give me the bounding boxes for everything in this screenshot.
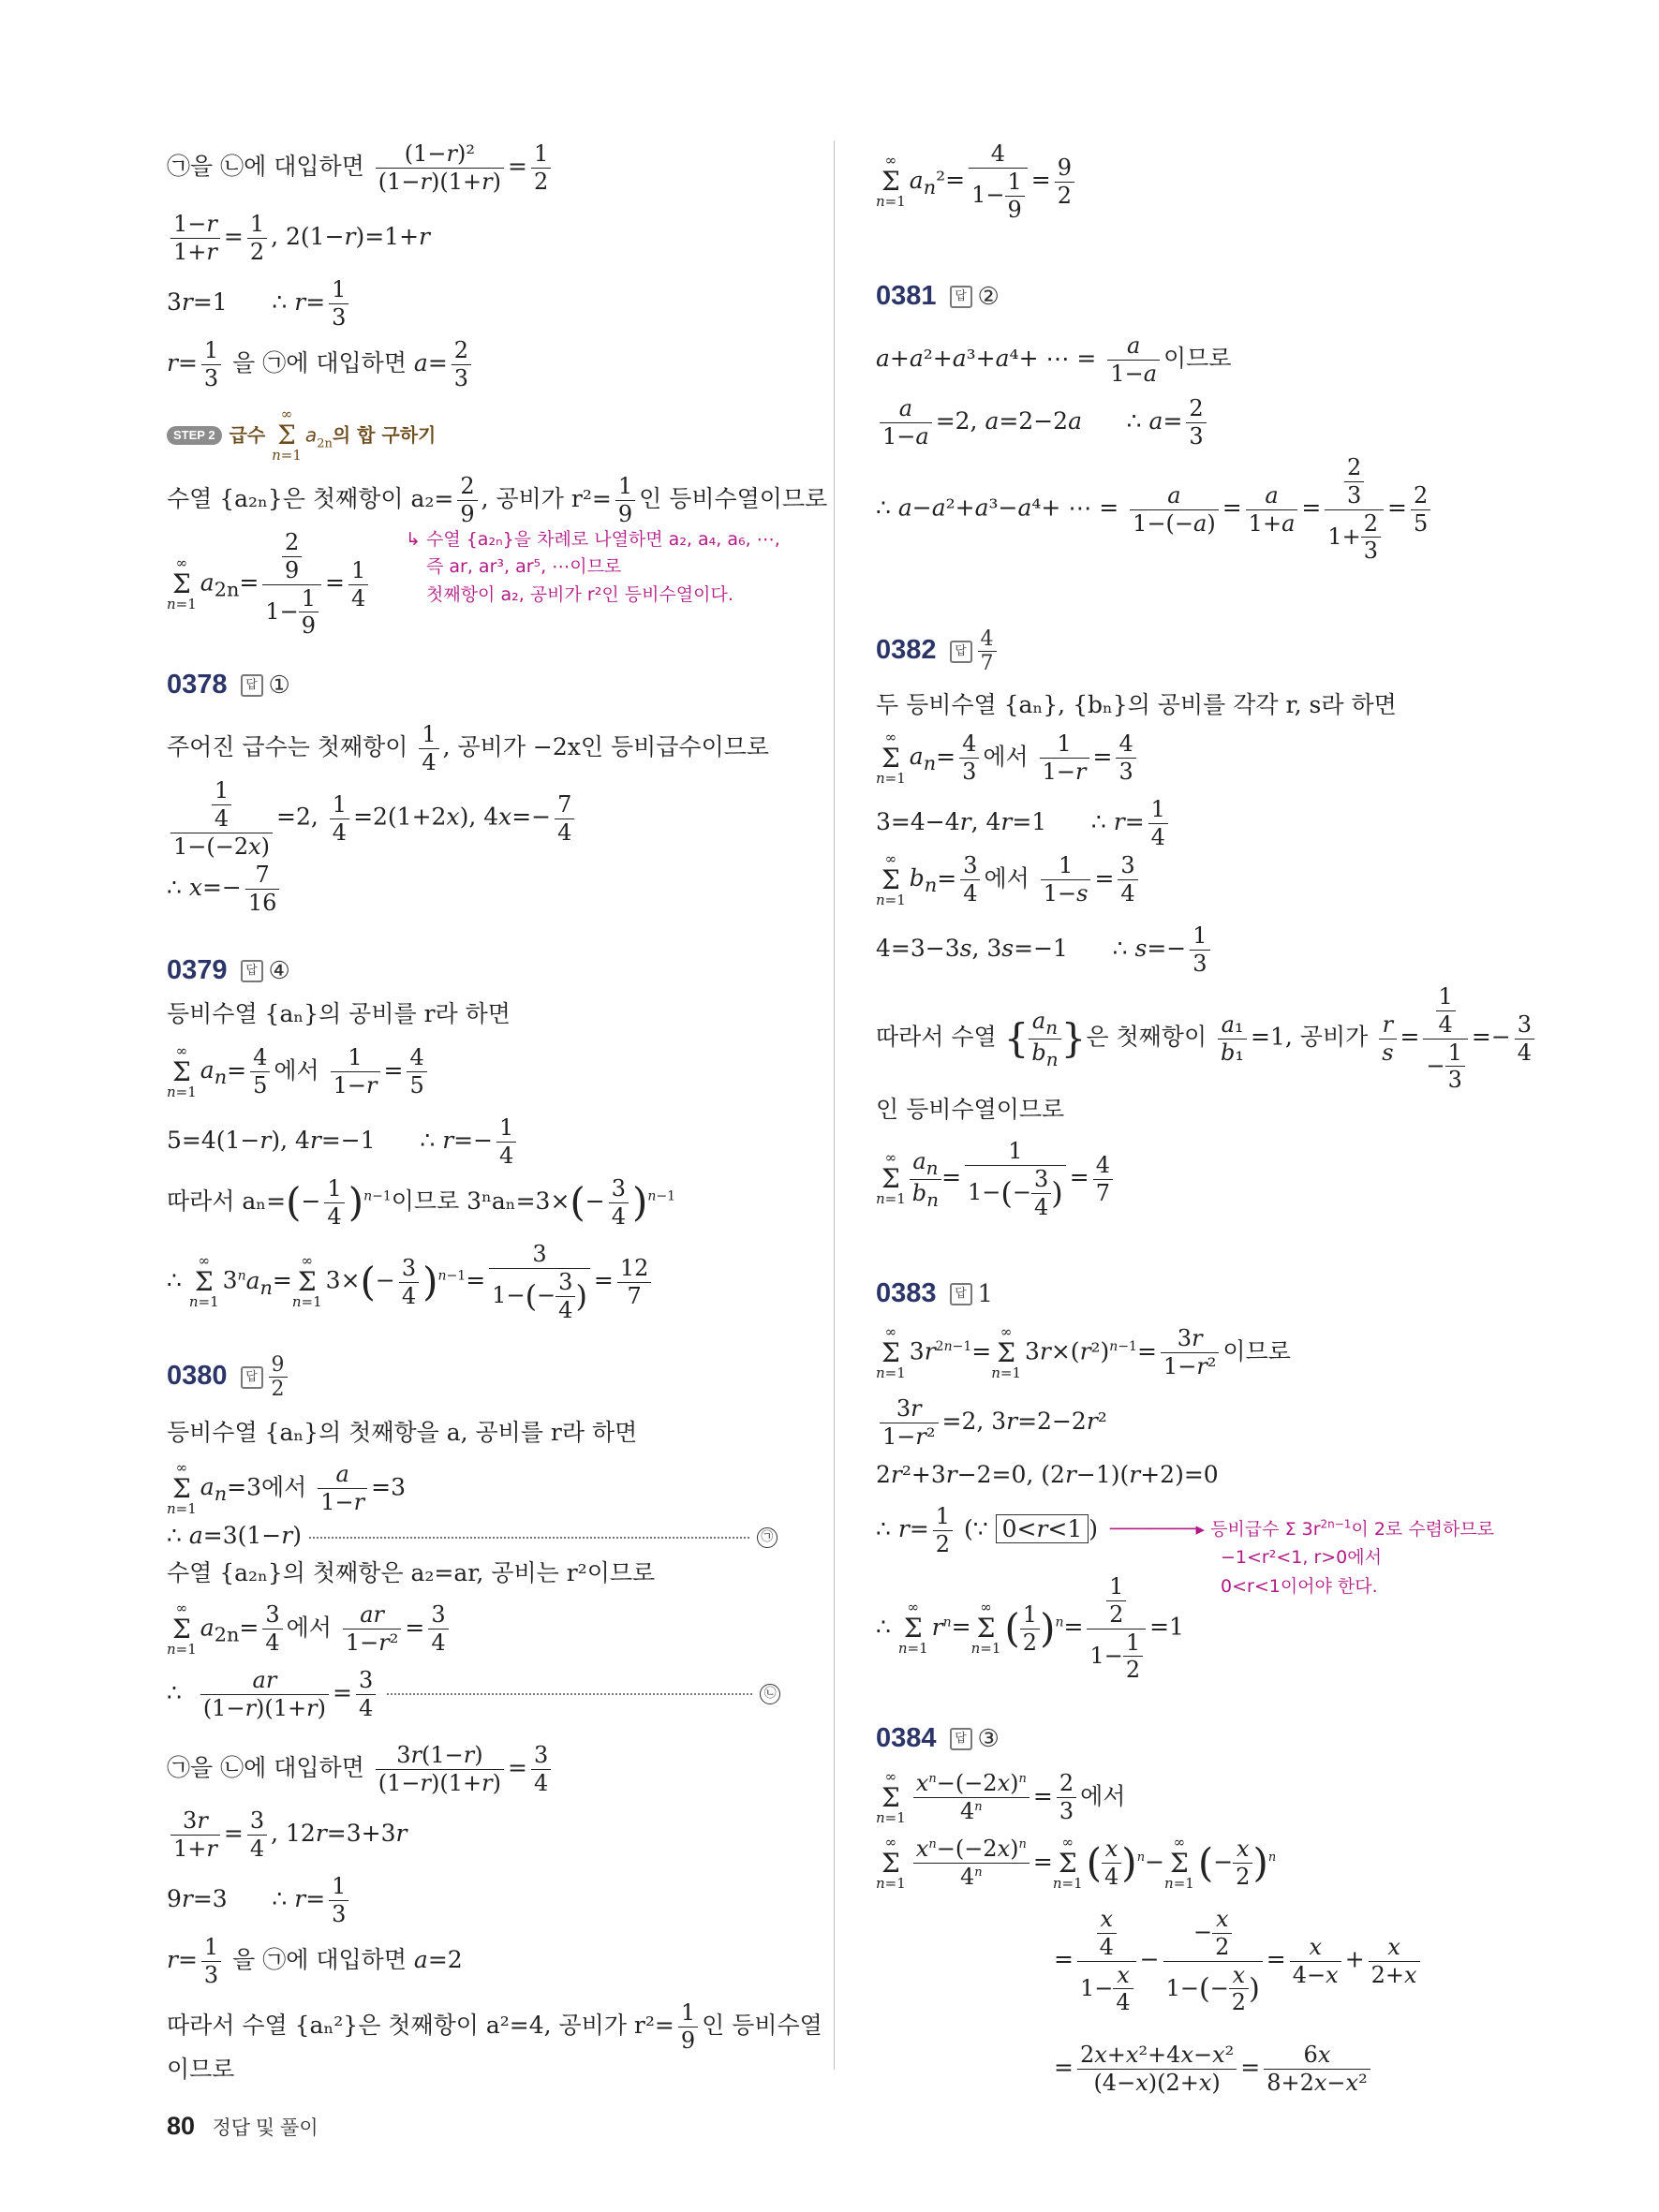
problem-0379-header: 0379 답 ④ xyxy=(167,955,290,986)
formula-line: a+a²+a³+a⁴+ ⋯ = $\frac{a}{1-a}$ 이므로 xyxy=(876,332,1232,387)
page-footer xyxy=(167,2112,318,2141)
formula-line: ∞ Σ $n=1a_n=$ $\frac{4}{3}$ 에서 $\frac{1}{1-r}$ = $\frac{4}{3}$ xyxy=(876,730,1140,787)
formula-line: ∴ $\frac{ar}{(1-r)(1+r)}$ = $\frac{3}{4}$ ㉡ xyxy=(167,1667,785,1722)
formula-line: ∞ Σ $n=13r^{2n-1}=\infty$ Σ $n=13r\times(r^2)^{n-1}=$ $\frac{3r}{\text{1−r²}}$ 이므로 xyxy=(876,1323,1291,1381)
formula-line: ∞ Σ $n=1a_{2n}=$ $\frac{3}{4}$ 에서 $\frac{ar}{\text{1−r²}}$ = $\frac{3}{4}$ xyxy=(167,1601,452,1658)
formula-line: ∞ Σ $n=1a_n=3$에서 $\frac{a}{1-r}$ =3 xyxy=(167,1459,406,1517)
formula-line: 두 등비수열 {aₙ}, {bₙ}의 공비를 각각 r, s라 하면 xyxy=(876,691,1397,718)
formula-line: 수열 {a₂ₙ}의 첫째항은 a₂=ar, 공비는 r²이므로 xyxy=(167,1559,656,1586)
formula-line: $\frac{a}{1-a}$ =2, a=2−2a ∴ a= $\frac{2}{3}$ xyxy=(876,395,1210,450)
formula-line: 따라서 수열 {aₙ²}은 첫째항이 a²=4, 공비가 r²= $\frac{1}{9}$ 인 등비수열 xyxy=(167,1999,822,2054)
annotation-note: ────────▸ 등비급수 Σ $3r^{2n-1}$이 2로 수렴하므로 −1<r²<1, r>0에서 0<r<1이어야 한다. xyxy=(1110,1517,1495,1597)
page-number: 80 xyxy=(167,2112,196,2140)
formula-line: ∞ Σ n=1 $\frac{a_n}{b_n}$ = 1 1−(− $\frac{3}{4}$ ) = $\frac{4}{7}$ xyxy=(876,1138,1117,1220)
problem-0382-header: 0382 답 $\frac{4}{7}$ xyxy=(876,627,1000,675)
formula-line: ㉠을 ㉡에 대입하면 $\frac{3r(1-r)}{(1-r)(1+r)}$ = $\frac{3}{4}$ xyxy=(167,1742,555,1797)
formula-line: 등비수열 {aₙ}의 공비를 r라 하면 xyxy=(167,1000,511,1027)
formula-line: = $\frac{\text{2x+x²+4x−x²}}{(4-x)(2+x)}$ = $\frac{6x}{\text{8+2x−x²}}$ xyxy=(1054,2042,1374,2097)
formula-line: 4=3−3s, 3s=−1 ∴ s=− $\frac{1}{3}$ xyxy=(876,922,1214,978)
step2-heading: STEP 2 급수 ∞ Σ $n=1a_{2n}$의 합 구하기 xyxy=(167,407,436,464)
problem-0381-header: 0381 답 ② xyxy=(876,281,1000,312)
formula-line: 등비수열 {aₙ}의 첫째항을 a, 공비를 r라 하면 xyxy=(167,1419,638,1446)
formula-line: ∞ Σ $n=1b_n=$ $\frac{3}{4}$ 에서 $\frac{1}{1-s}$ = $\frac{3}{4}$ xyxy=(876,852,1142,908)
formula-line: 따라서 수열 { $\frac{a_n}{b_n}$ }은 첫째항이 $\frac{\text{a₁}}{\text{b₁}}$ =1, 공비가 $\frac{r}{s}$ = $\frac{1}{4}$ − $\frac{1}{3}$ =− $\frac{3}{4}$ xyxy=(876,983,1538,1094)
formula-line: 2r²+3r−2=0, (2r−1)(r+2)=0 xyxy=(876,1461,1219,1488)
formula-line: ∞ Σ $n=1a_n=$ $\frac{4}{5}$ 에서 $\frac{1}{1-r}$ = $\frac{4}{5}$ xyxy=(167,1044,431,1100)
problem-0384-header: 0384 답 ③ xyxy=(876,1723,1000,1754)
formula-line: ∞ Σ $n=1a_n^2=$ 4 1− $\frac{1}{9}$ = $\frac{9}{2}$ xyxy=(876,140,1078,223)
formula-line: ∴ a=3(1−r) ㉠ xyxy=(167,1522,785,1550)
problem-0380-header: 0380 답 $\frac{9}{2}$ xyxy=(167,1353,291,1401)
column-divider xyxy=(834,140,835,2070)
formula-line: ∴ r= $\frac{1}{2}$ (∵ 0<r<1 ) xyxy=(876,1503,1099,1557)
formula-line: ㉠을 ㉡에 대입하면 $\frac{\text{(1−r)²}}{(1-r)(1+r)}$ = $\frac{1}{2}$ xyxy=(167,140,555,196)
formula-line: $\frac{3r}{1+r}$ = $\frac{3}{4}$ , 12r=3+3r xyxy=(167,1807,407,1863)
formula-line: 9r=3 ∴ r= $\frac{1}{3}$ xyxy=(167,1873,352,1928)
formula-line: $\frac{1-r}{1+r}$ = $\frac{1}{2}$ , 2(1−r)=1+r xyxy=(167,211,430,266)
formula-line: $\frac{\frac{1}{4}}{1-(-2x)}$ =2, $\frac{1}{4}$ =2(1+2x), 4x=− $\frac{7}{4}$ xyxy=(167,777,578,860)
formula-line: ∴ ∞ Σ $n=13^na_n=\infty$ Σ n=13×(− $\frac{3}{4}$ )$^{n-1}$= 3 1−(− $\frac{3}{4}$ ) = $\frac{12}{7}$ xyxy=(167,1241,655,1323)
formula-line: ∴ a−a²+a³−a⁴+ ⋯ = $\frac{a}{1-(-a)}$ = $\frac{a}{1+a}$ = $\frac{2}{3}$ 1+ $\frac{2}{3}$ = $\frac{2}{5}$ xyxy=(876,454,1434,565)
formula-line: = $\frac{x}{4}$ 1− $\frac{x}{4}$ − − $\frac{x}{2}$ 1−(− $\frac{x}{2}$ ) = $\frac{x}{4-x}$ + $\frac{x}{2+x}$ xyxy=(1054,1906,1424,2016)
formula-line: ∴ ∞ Σ $n=1r^n=\infty$ Σ n=1( $\frac{1}{2}$ )$^n$= $\frac{1}{2}$ 1− $\frac{1}{2}$ =1 xyxy=(876,1573,1184,1684)
problem-0383-header: 0383 답 1 xyxy=(876,1278,994,1309)
problem-0378-header: 0378 답 ① xyxy=(167,670,290,700)
formula-line: $\frac{3r}{\text{1−r²}}$ =2, 3r=2−2r² xyxy=(876,1395,1107,1451)
step-badge: STEP 2 xyxy=(167,426,222,445)
formula-line: r= $\frac{1}{3}$ 을 ㉠에 대입하면 a= $\frac{2}{3}$ xyxy=(167,337,475,392)
formula-line: ∴ x=− $\frac{7}{16}$ xyxy=(167,862,283,917)
formula-line: 5=4(1−r), 4r=−1 ∴ r=− $\frac{1}{4}$ xyxy=(167,1114,520,1170)
formula-line: 따라서 aₙ=(− $\frac{1}{4}$ )$^{n-1}$이므로 3ⁿaₙ=3×(− $\frac{3}{4}$ )$^{n-1}$ xyxy=(167,1175,676,1230)
marker-g: ㉠ xyxy=(167,152,191,180)
page-label: 정답 및 풀이 xyxy=(212,2117,318,2139)
annotation-note: ↳ 수열 {a₂ₙ}을 차례로 나열하면 a₂, a₄, a₆, ⋯, 즉 ar, ar³, ar⁵, ⋯이므로 첫째항이 a₂, 공비가 r²인 등비수열이다. xyxy=(406,529,780,605)
formula-line: 수열 {a₂ₙ}은 첫째항이 a₂= $\frac{2}{9}$ , 공비가 r²= $\frac{1}{9}$ 인 등비수열이므로 xyxy=(167,473,828,527)
formula-line: ∞ Σ n=1 $\frac{x^n-(-2x)^n}{4^n}$ =∞ Σ n=1( $\frac{x}{4}$ )$^n$−∞ Σ n=1(− $\frac{x}{2}$ )$^n$ xyxy=(876,1834,1277,1892)
formula-line: r= $\frac{1}{3}$ 을 ㉠에 대입하면 a=2 xyxy=(167,1934,463,1988)
formula-line: 3r=1 ∴ r= $\frac{1}{3}$ xyxy=(167,276,352,332)
formula-line: 3=4−4r, 4r=1 ∴ r= $\frac{1}{4}$ xyxy=(876,796,1172,851)
formula-line: 주어진 급수는 첫째항이 $\frac{1}{4}$ , 공비가 −2x인 등비급수이므로 xyxy=(167,721,770,775)
formula-line: 이므로 xyxy=(167,2056,235,2083)
formula-line: ∞ Σ n=1 $\frac{x^n-(-2x)^n}{4^n}$ = $\frac{2}{3}$ 에서 xyxy=(876,1768,1126,1826)
formula-line: 인 등비수열이므로 xyxy=(876,1096,1065,1123)
formula-line: ∞ Σ $n=1a_{2n}=$ $\frac{2}{9}$ 1− $\frac{1}{9}$ = $\frac{1}{4}$ xyxy=(167,529,372,640)
